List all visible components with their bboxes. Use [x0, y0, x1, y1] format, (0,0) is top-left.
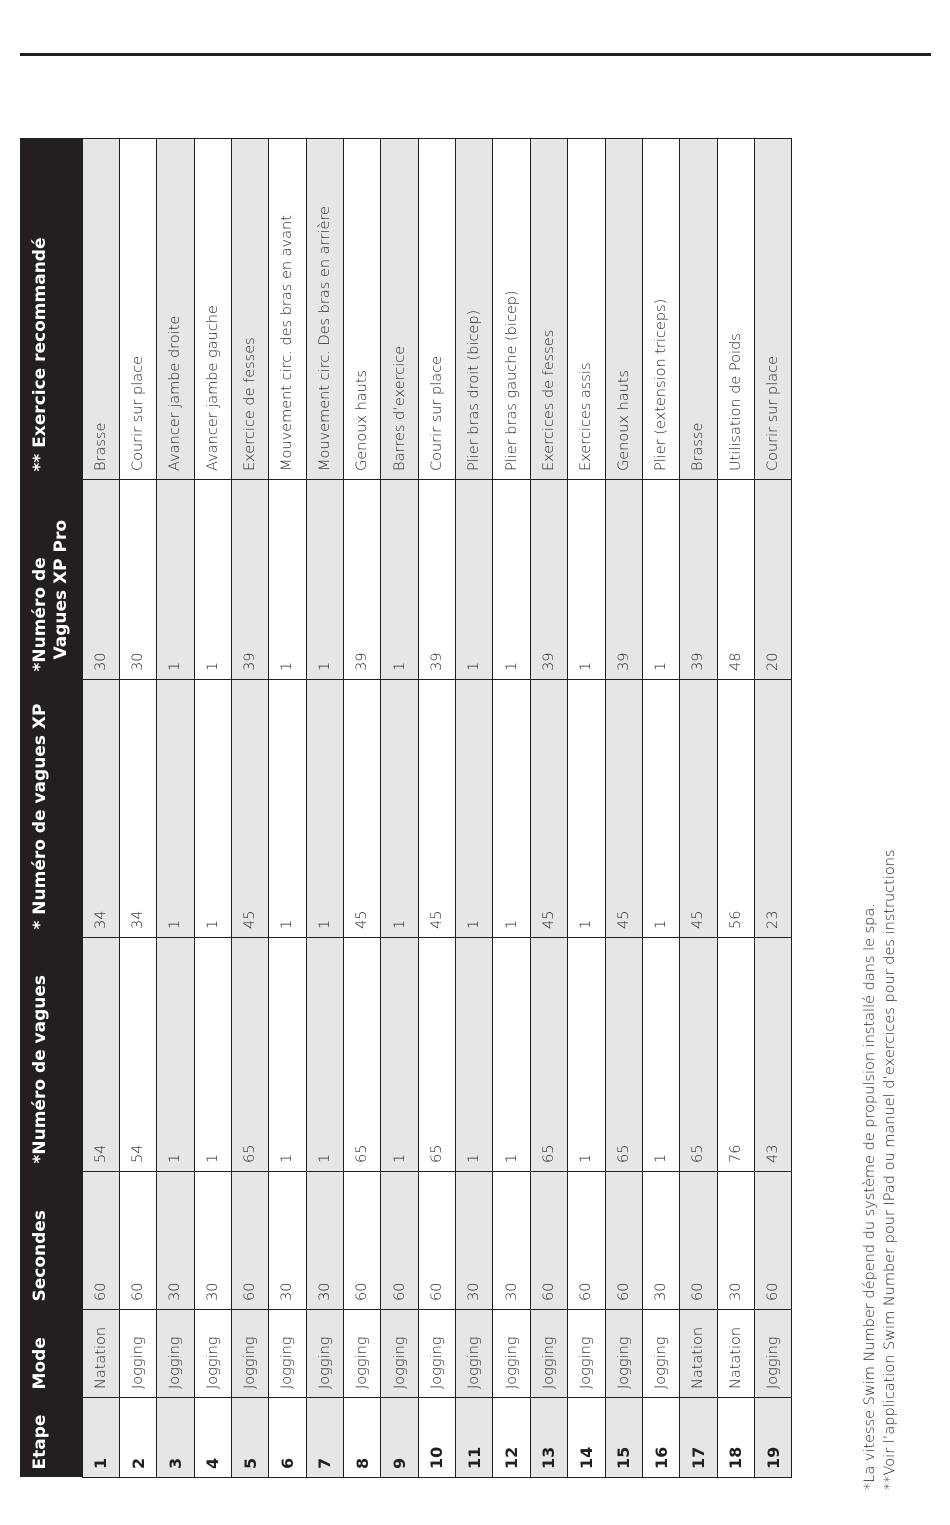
cell-waves-xp-pro: 1 [157, 480, 194, 680]
footnote-2: **Voir l’application Swim Number pour IPad ou manuel d’exercices pour des instructions [882, 849, 898, 1490]
cell-exercise: Courir sur place [754, 139, 791, 480]
cell-exercise: Avancer jambe droite [157, 139, 194, 480]
cell-mode: Jogging [194, 1310, 231, 1398]
cell-exercise: Genoux hauts [344, 139, 381, 480]
cell-exercise: Exercice de fesses [231, 139, 268, 480]
cell-waves-xp: 1 [381, 680, 418, 938]
cell-mode: Jogging [157, 1310, 194, 1398]
cell-waves-xp: 45 [605, 680, 642, 938]
cell-exercise: Mouvement circ. Des bras en arrière [306, 139, 343, 480]
cell-step: 12 [493, 1398, 530, 1478]
table-row [456, 139, 493, 1478]
cell-step: 16 [642, 1398, 679, 1478]
cell-waves-xp-pro: 39 [530, 480, 567, 680]
table-row [306, 139, 343, 1478]
table-body [82, 139, 792, 1478]
table-row [231, 139, 268, 1478]
cell-exercise: Genoux hauts [605, 139, 642, 480]
header-waves-xp-pro-line1: *Numéro de [30, 557, 50, 672]
table-row [493, 139, 530, 1478]
cell-mode: Natation [717, 1310, 754, 1398]
cell-waves: 1 [568, 938, 605, 1172]
cell-seconds: 30 [456, 1172, 493, 1310]
cell-waves-xp: 1 [642, 680, 679, 938]
cell-waves-xp: 1 [493, 680, 530, 938]
cell-step: 17 [680, 1398, 717, 1478]
header-waves-xp-pro-line2: Vagues XP Pro [51, 519, 71, 660]
cell-exercise: Brasse [680, 139, 717, 480]
cell-waves-xp: 1 [157, 680, 194, 938]
table-row [605, 139, 642, 1478]
cell-exercise: Courir sur place [119, 139, 156, 480]
cell-seconds: 60 [680, 1172, 717, 1310]
workout-table [20, 138, 792, 1478]
cell-seconds: 60 [119, 1172, 156, 1310]
cell-seconds: 60 [231, 1172, 268, 1310]
table-row [344, 139, 381, 1478]
table-header [20, 139, 82, 1478]
cell-waves-xp-pro: 1 [194, 480, 231, 680]
footnote-1: *La vitesse Swim Number dépend du système de propulsion installé dans le spa. [862, 903, 878, 1490]
cell-waves-xp: 1 [456, 680, 493, 938]
cell-step: 3 [157, 1398, 194, 1478]
cell-seconds: 60 [381, 1172, 418, 1310]
cell-waves: 65 [680, 938, 717, 1172]
cell-seconds: 60 [568, 1172, 605, 1310]
cell-mode: Jogging [344, 1310, 381, 1398]
cell-waves-xp: 1 [306, 680, 343, 938]
cell-waves-xp: 34 [82, 680, 119, 938]
cell-waves-xp-pro: 39 [680, 480, 717, 680]
workout-table-container [20, 139, 792, 1478]
table-row [157, 139, 194, 1478]
cell-waves-xp: 45 [344, 680, 381, 938]
cell-step: 14 [568, 1398, 605, 1478]
cell-waves-xp-pro: 1 [493, 480, 530, 680]
cell-waves-xp-pro: 30 [82, 480, 119, 680]
table-row [568, 139, 605, 1478]
cell-waves-xp: 56 [717, 680, 754, 938]
table-row [418, 139, 455, 1478]
cell-step: 2 [119, 1398, 156, 1478]
cell-seconds: 60 [344, 1172, 381, 1310]
cell-waves-xp: 45 [231, 680, 268, 938]
cell-waves-xp: 34 [119, 680, 156, 938]
cell-waves-xp-pro: 20 [754, 480, 791, 680]
cell-step: 1 [82, 1398, 119, 1478]
cell-seconds: 60 [605, 1172, 642, 1310]
cell-seconds: 30 [642, 1172, 679, 1310]
cell-step: 10 [418, 1398, 455, 1478]
cell-step: 13 [530, 1398, 567, 1478]
cell-seconds: 30 [269, 1172, 306, 1310]
cell-exercise: Exercices assis [568, 139, 605, 480]
cell-waves-xp-pro: 1 [642, 480, 679, 680]
table-row [717, 139, 754, 1478]
cell-mode: Jogging [269, 1310, 306, 1398]
cell-exercise: Exercices de fesses [530, 139, 567, 480]
cell-waves: 1 [381, 938, 418, 1172]
header-waves: *Numéro de vagues [20, 938, 82, 1172]
cell-waves: 65 [605, 938, 642, 1172]
cell-waves-xp-pro: 39 [231, 480, 268, 680]
cell-seconds: 60 [82, 1172, 119, 1310]
cell-exercise: Barres d’exercice [381, 139, 418, 480]
header-mode: Mode [20, 1310, 82, 1398]
cell-step: 11 [456, 1398, 493, 1478]
cell-waves: 54 [82, 938, 119, 1172]
cell-waves: 65 [344, 938, 381, 1172]
cell-waves-xp: 45 [418, 680, 455, 938]
cell-exercise: Plier bras gauche (bicep) [493, 139, 530, 480]
cell-waves: 1 [642, 938, 679, 1172]
table-row [82, 139, 119, 1478]
cell-mode: Jogging [119, 1310, 156, 1398]
cell-mode: Jogging [530, 1310, 567, 1398]
cell-waves: 76 [717, 938, 754, 1172]
cell-waves-xp-pro: 1 [568, 480, 605, 680]
cell-waves-xp-pro: 30 [119, 480, 156, 680]
cell-mode: Jogging [418, 1310, 455, 1398]
header-seconds: Secondes [20, 1172, 82, 1310]
header-step: Etape [20, 1398, 82, 1478]
cell-exercise: Utilisation de Poids [717, 139, 754, 480]
cell-waves-xp-pro: 48 [717, 480, 754, 680]
cell-seconds: 30 [493, 1172, 530, 1310]
cell-waves-xp: 1 [568, 680, 605, 938]
cell-waves-xp-pro: 1 [456, 480, 493, 680]
cell-exercise: Brasse [82, 139, 119, 480]
cell-mode: Natation [82, 1310, 119, 1398]
cell-waves: 1 [456, 938, 493, 1172]
table-row [119, 139, 156, 1478]
cell-exercise: Plier (extension triceps) [642, 139, 679, 480]
header-waves-xp: * Numéro de vagues XP [20, 680, 82, 938]
cell-step: 18 [717, 1398, 754, 1478]
cell-waves-xp-pro: 1 [306, 480, 343, 680]
cell-waves: 1 [157, 938, 194, 1172]
cell-seconds: 60 [754, 1172, 791, 1310]
cell-seconds: 30 [194, 1172, 231, 1310]
cell-mode: Jogging [754, 1310, 791, 1398]
footnotes [860, 790, 900, 1490]
table-row [269, 139, 306, 1478]
cell-waves: 43 [754, 938, 791, 1172]
cell-exercise: Mouvement circ. des bras en avant [269, 139, 306, 480]
cell-mode: Jogging [493, 1310, 530, 1398]
cell-seconds: 30 [157, 1172, 194, 1310]
cell-waves: 65 [231, 938, 268, 1172]
cell-waves-xp-pro: 39 [344, 480, 381, 680]
cell-waves-xp: 23 [754, 680, 791, 938]
table-row [754, 139, 791, 1478]
cell-waves-xp-pro: 39 [418, 480, 455, 680]
cell-waves-xp: 1 [194, 680, 231, 938]
cell-waves: 65 [418, 938, 455, 1172]
table-row [680, 139, 717, 1478]
header-exercise: ** Exercice recommandé [20, 139, 82, 480]
cell-seconds: 30 [717, 1172, 754, 1310]
cell-exercise: Courir sur place [418, 139, 455, 480]
cell-step: 8 [344, 1398, 381, 1478]
cell-step: 6 [269, 1398, 306, 1478]
cell-mode: Jogging [456, 1310, 493, 1398]
cell-step: 7 [306, 1398, 343, 1478]
cell-waves-xp: 45 [680, 680, 717, 938]
cell-mode: Jogging [642, 1310, 679, 1398]
table-row [194, 139, 231, 1478]
cell-waves-xp: 45 [530, 680, 567, 938]
cell-step: 15 [605, 1398, 642, 1478]
cell-seconds: 60 [418, 1172, 455, 1310]
cell-waves-xp-pro: 39 [605, 480, 642, 680]
cell-exercise: Plier bras droit (bicep) [456, 139, 493, 480]
cell-waves: 54 [119, 938, 156, 1172]
cell-step: 5 [231, 1398, 268, 1478]
cell-waves: 1 [194, 938, 231, 1172]
cell-seconds: 30 [306, 1172, 343, 1310]
cell-waves-xp: 1 [269, 680, 306, 938]
cell-step: 4 [194, 1398, 231, 1478]
cell-waves: 65 [530, 938, 567, 1172]
table-row [530, 139, 567, 1478]
cell-exercise: Avancer jambe gauche [194, 139, 231, 480]
table-row [642, 139, 679, 1478]
cell-mode: Jogging [231, 1310, 268, 1398]
header-waves-xp-pro [20, 480, 82, 680]
cell-mode: Jogging [605, 1310, 642, 1398]
cell-mode: Natation [680, 1310, 717, 1398]
table-row [381, 139, 418, 1478]
cell-mode: Jogging [381, 1310, 418, 1398]
cell-waves-xp-pro: 1 [269, 480, 306, 680]
cell-waves: 1 [306, 938, 343, 1172]
cell-step: 9 [381, 1398, 418, 1478]
cell-mode: Jogging [306, 1310, 343, 1398]
cell-waves-xp-pro: 1 [381, 480, 418, 680]
cell-waves: 1 [269, 938, 306, 1172]
top-rule [20, 53, 931, 56]
cell-mode: Jogging [568, 1310, 605, 1398]
cell-waves: 1 [493, 938, 530, 1172]
cell-step: 19 [754, 1398, 791, 1478]
cell-seconds: 60 [530, 1172, 567, 1310]
